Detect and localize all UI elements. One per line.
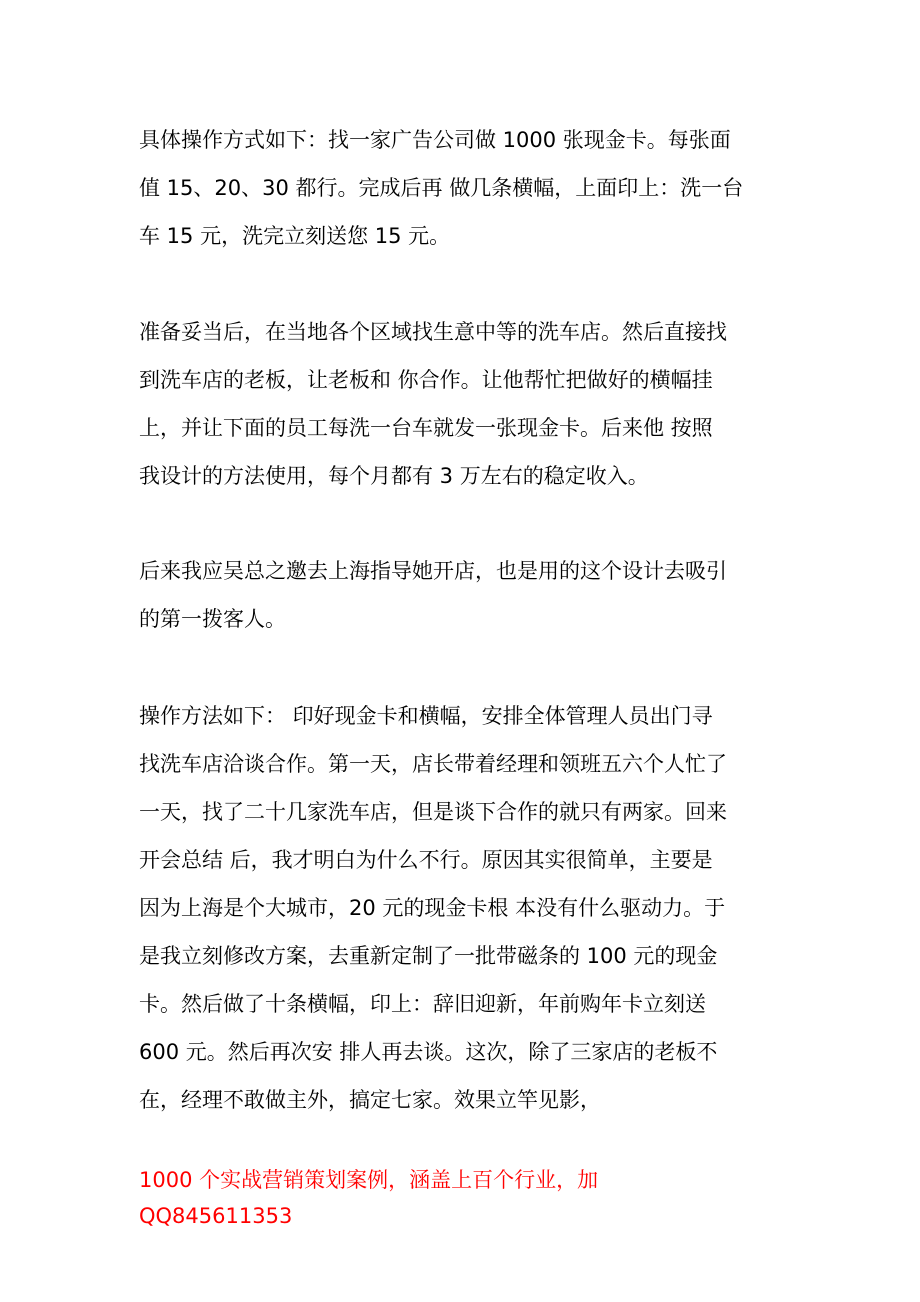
paragraph-shanghai-invitation (139, 547, 789, 643)
paragraph-operation-method (139, 116, 789, 260)
paragraph-shanghai-operation (139, 692, 789, 1124)
promo-ad-text (139, 1162, 789, 1234)
text-line: 值 15、20、30 都行。完成后再 做几条横幅，上面印上：洗一台 (139, 176, 744, 200)
text-line: 一天，找了二十几家洗车店，但是谈下合作的就只有两家。回来 (139, 800, 727, 824)
text-line: 具体操作方式如下：找一家广告公司做 1000 张现金卡。每张面 (139, 128, 731, 152)
text-line: 上，并让下面的员工每洗一台车就发一张现金卡。后来他 按照 (139, 416, 713, 440)
text-line: 卡。然后做了十条横幅，印上：辞旧迎新，年前购年卡立刻送 (139, 992, 706, 1016)
text-line: 操作方法如下： 印好现金卡和横幅，安排全体管理人员出门寻 (139, 704, 713, 728)
text-line: 找洗车店洽谈合作。第一天，店长带着经理和领班五六个人忙了 (139, 752, 727, 776)
text-line: 开会总结 后，我才明白为什么不行。原因其实很简单，主要是 (139, 848, 713, 872)
paragraph-car-wash-partnership (139, 308, 789, 500)
ad-contact-line: QQ845611353 (139, 1204, 293, 1228)
text-line: 600 元。然后再次安 排人再去谈。这次，除了三家店的老板不 (139, 1040, 718, 1064)
text-line: 我设计的方法使用，每个月都有 3 万左右的稳定收入。 (139, 464, 649, 488)
ad-line: 1000 个实战营销策划案例，涵盖上百个行业，加 (139, 1168, 599, 1192)
text-line: 在，经理不敢做主外，搞定七家。效果立竿见影， (139, 1088, 601, 1112)
text-line: 车 15 元，洗完立刻送您 15 元。 (139, 224, 451, 248)
text-line: 因为上海是个大城市，20 元的现金卡根 本没有什么驱动力。于 (139, 896, 726, 920)
text-line: 到洗车店的老板，让老板和 你合作。让他帮忙把做好的横幅挂 (139, 368, 713, 392)
text-line: 的第一拨客人。 (139, 607, 286, 631)
text-line: 是我立刻修改方案，去重新定制了一批带磁条的 100 元的现金 (139, 944, 718, 968)
text-line: 后来我应吴总之邀去上海指导她开店，也是用的这个设计去吸引 (139, 559, 727, 583)
text-line: 准备妥当后，在当地各个区域找生意中等的洗车店。然后直接找 (139, 320, 727, 344)
